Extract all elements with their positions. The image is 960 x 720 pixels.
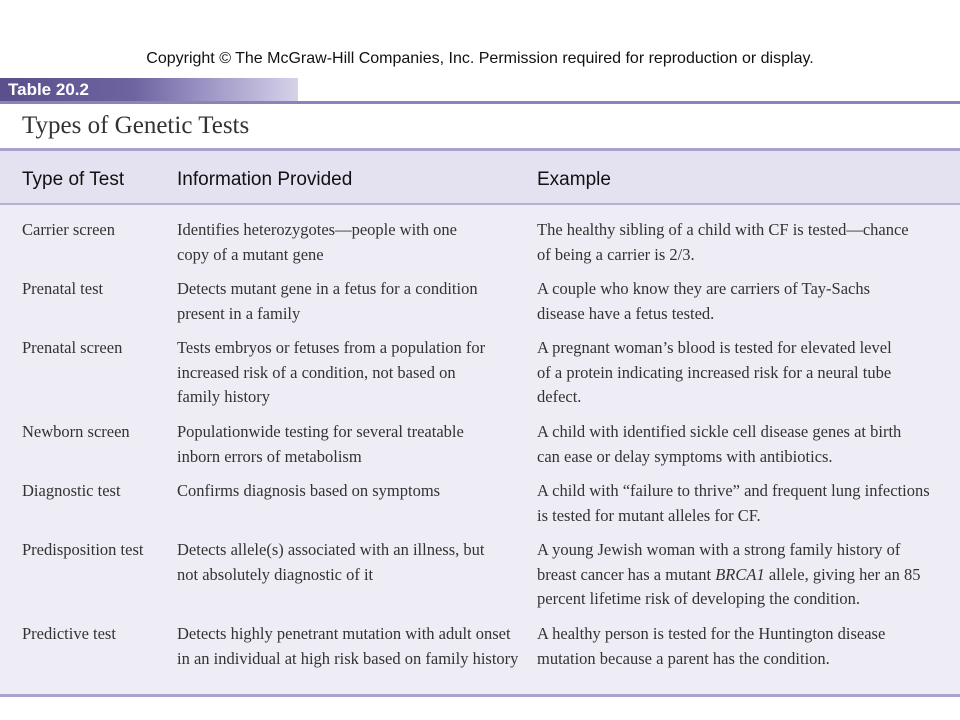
genetic-tests-table [0,148,960,697]
cell-type: Carrier screen [22,220,115,239]
cell-info: Tests embryos or fetuses from a population for increased risk of a condition, not based on family history [177,338,486,406]
cell-example: A healthy person is tested for the Huntington disease mutation because a parent has the condition. [537,624,886,668]
cell-type: Newborn screen [22,422,130,441]
cell-type: Diagnostic test [22,481,121,500]
cell-example: The healthy sibling of a child with CF is tested—chance of being a carrier is 2/3. [537,220,909,264]
table-title: Types of Genetic Tests [22,112,250,139]
cell-type: Prenatal screen [22,338,123,357]
cell-info: Populationwide testing for several treatable inborn errors of metabolism [177,422,464,466]
gene-name: BRCA1 [715,564,765,584]
column-header-example: Example [537,169,611,190]
example-text-post: allele, giving her an 85 percent lifetime risk of developing the condition. [537,564,921,608]
copyright-notice [0,50,960,68]
cell-info: Detects highly penetrant mutation with adult onset in an individual at high risk based on family history [177,624,519,668]
title-divider [0,101,960,104]
cell-type: Predictive test [22,624,116,643]
cell-example [537,538,927,612]
copyright-text: Copyright © The McGraw-Hill Companies, Inc. Permission required for reproduction or display. [146,50,814,67]
column-header-info: Information Provided [177,169,353,190]
cell-type: Prenatal test [22,279,104,298]
cell-example: A child with identified sickle cell disease genes at birth can ease or delay symptoms with antibiotics. [537,422,902,466]
column-header-type: Type of Test [22,169,125,190]
cell-info: Identifies heterozygotes—people with one copy of a mutant gene [177,220,457,264]
cell-type: Predisposition test [22,540,144,559]
table-label-banner [0,78,298,102]
cell-example: A pregnant woman’s blood is tested for elevated level of a protein indicating increased risk for a neural tube defect. [537,338,892,406]
cell-info: Detects allele(s) associated with an illness, but not absolutely diagnostic of it [177,540,485,584]
cell-info: Detects mutant gene in a fetus for a condition present in a family [177,279,478,323]
table-label: Table 20.2 [8,80,89,99]
cell-example: A couple who know they are carriers of Tay-Sachs disease have a fetus tested. [537,279,871,323]
example-text-pre: A young Jewish woman with a strong family history of breast cancer has a mutant [537,540,901,584]
table-header-row [0,151,960,205]
cell-info: Confirms diagnosis based on symptoms [177,481,441,500]
cell-example: A child with “failure to thrive” and frequent lung infections is tested for mutant alleles for CF. [537,481,930,525]
